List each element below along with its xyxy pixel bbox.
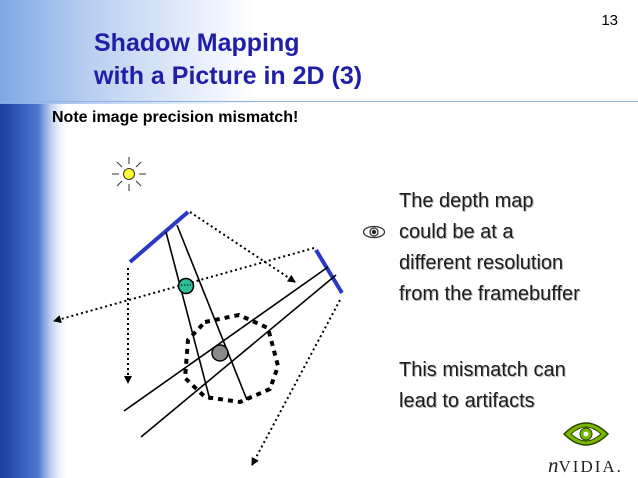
- receiver-sample-point: [212, 345, 228, 361]
- paragraph-line: lead to artifacts: [399, 390, 535, 412]
- light-source-icon: [112, 157, 146, 191]
- paragraph-line: from the framebuffer: [399, 283, 580, 305]
- paragraph-line: This mismatch can: [399, 359, 566, 381]
- nvidia-wordmark: nVIDIA.: [548, 453, 623, 477]
- note-text: Note image precision mismatch!: [52, 109, 299, 126]
- paragraph-resolution: [399, 186, 580, 310]
- paragraph-line: different resolution: [399, 252, 564, 274]
- light-ray-left: [166, 232, 210, 400]
- eye-bullet-icon: [362, 225, 386, 239]
- light-image-plane: [130, 212, 188, 262]
- page-number: 13: [601, 12, 618, 29]
- paragraph-line: could be at a: [399, 221, 514, 243]
- eye-ray-lower: [141, 275, 336, 437]
- slide-title-line-2: with a Picture in 2D (3): [94, 62, 363, 90]
- slide-title-line-1: Shadow Mapping: [94, 29, 300, 57]
- paragraph-artifacts: [399, 355, 566, 417]
- occluder-sample-point: [179, 279, 194, 294]
- eye-image-plane: [316, 250, 342, 293]
- eye-ray-upper: [124, 267, 328, 411]
- paragraph-line: The depth map: [399, 190, 534, 212]
- nvidia-logo: [548, 418, 628, 477]
- nvidia-eye-logo: [562, 418, 610, 450]
- light-frustum-edge-right: [190, 212, 295, 282]
